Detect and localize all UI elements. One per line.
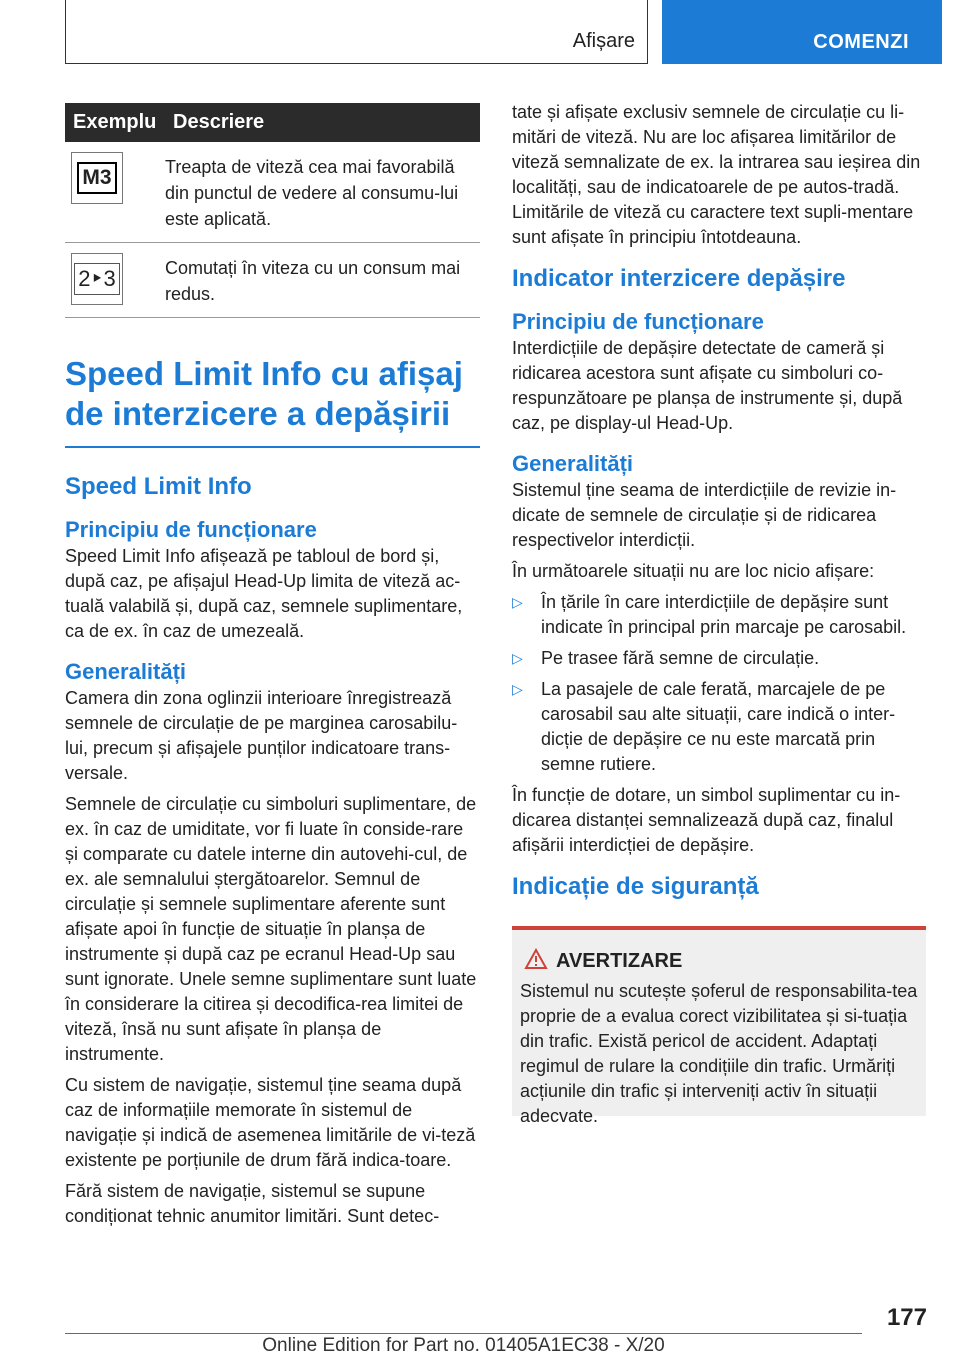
warning-text: Sistemul nu scutește șoferul de responsabilita-tea proprie de a evalua corect vizibilitatea și si-tuația din trafic. Există pericol de accident. Adaptați regimul de rulare la condițiile din trafic. Urmăriți acțiunile din trafic și interveniți activ în situații adecvate. xyxy=(520,981,918,1126)
table-header-description: Descriere xyxy=(165,103,480,142)
section-title: Afișare xyxy=(572,30,635,52)
header-tab-left xyxy=(65,0,648,64)
section-heading-safety: Indicație de siguranță xyxy=(512,873,759,900)
situation-list xyxy=(512,590,926,777)
chapter-heading: Speed Limit Info cu afișaj de interzicere a depășirii xyxy=(65,355,463,432)
subheading-principle: Principiu de funcționare xyxy=(65,517,317,542)
paragraph: Sistemul ține seama de interdicțiile de revizie in-dicate de semnele de circulație și de ridicarea respectivelor interdicții. xyxy=(512,480,897,550)
triangle-bullet-icon: ▷ xyxy=(512,650,523,666)
right-column xyxy=(512,100,926,1126)
heading-divider xyxy=(65,446,480,448)
paragraph: Cu sistem de navigație, sistemul ține seama după caz de informațiile memorate în sistemul de navigație și indică de asemenea limitările de vi-teză existente pe porțiunile de drum fără indica-toare. xyxy=(65,1075,476,1170)
chapter-tab[interactable] xyxy=(662,0,942,64)
warning-triangle-icon xyxy=(524,948,548,970)
footer-edition: Online Edition for Part no. 01405A1EC38 - X/20 xyxy=(262,1335,665,1356)
paragraph: Semnele de circulație cu simboluri suplimentare, de ex. în caz de umiditate, vor fi luate în conside-rare și comparate cu datele interne din autovehi-cul, de ex. ale semnalului ștergătoarelor. Semnul de circulație și semnele suplimentare aferente sunt afișate apoi în funcție de situație în planșa de instrumente și după caz pe ecranul Head-Up sau sunt ignorate. Unele semne suplimentare sunt luate în considerare la citirea și decodifica-rea limitei de viteză, însă nu sunt afișate în planșa de instrumente. xyxy=(65,794,477,1064)
table-cell-description: Treapta de viteză cea mai favorabilă din punctul de vedere al consumu-lui este aplicată. xyxy=(165,142,480,243)
paragraph: Camera din zona oglinzii interioare înregistrează semnele de circulație de pe marginea carosabilu-lui, precum și afișajele punților indicatoare trans-versale. xyxy=(65,688,458,783)
subheading-general: Generalități xyxy=(512,451,634,476)
chapter-title: COMENZI xyxy=(813,31,909,53)
paragraph: Interdicțiile de depășire detectate de cameră și ridicarea acestora sunt afișate cu simboluri co-respunzătoare pe planșa de instrumente și, după caz, pe display-ul Head-Up. xyxy=(512,338,903,433)
list-item: ▷ În țările în care interdicțiile de depășire sunt indicate în principal prin marcaje pe carosabil. xyxy=(512,592,907,637)
gear-shift-icon: 2‣3 xyxy=(71,253,123,305)
paragraph: Speed Limit Info afișează pe tabloul de bord și, după caz, pe afișajul Head-Up limita de viteză ac-tuală valabilă și, după caz, semnele suplimentare, ca de ex. în caz de umezeală. xyxy=(65,546,463,641)
table-row xyxy=(65,243,480,318)
footer-divider xyxy=(65,1333,862,1334)
example-table xyxy=(65,103,480,318)
page-number: 177 xyxy=(886,1304,927,1331)
paragraph: În funcție de dotare, un simbol suplimentar cu in-dicarea distanței semnalizează după caz, finalul afișării interdicției de depășire. xyxy=(512,785,901,855)
paragraph: tate și afișate exclusiv semnele de circulație cu li-mitări de viteză. Nu are loc afișarea limitărilor de viteză semnalizate de ex. la intrarea sau ieșirea din localități, sau de indicatoarele de pe autos-tradă. Limitările de viteză cu caractere text supli-mentare sunt afișate în principiu întotdeauna. xyxy=(512,102,921,247)
section-heading-no-overtaking: Indicator interzicere depășire xyxy=(512,265,846,292)
gear-m3-icon: M3 xyxy=(71,152,123,204)
paragraph: În următoarele situații nu are loc nicio afișare: xyxy=(512,561,875,581)
subheading-general: Generalități xyxy=(65,659,187,684)
triangle-bullet-icon: ▷ xyxy=(512,681,523,697)
list-item: ▷ Pe trasee fără semne de circulație. xyxy=(512,646,926,671)
warning-title: AVERTIZARE xyxy=(556,950,683,972)
table-cell-description: Comutați în viteza cu un consum mai redus. xyxy=(165,243,480,318)
triangle-bullet-icon: ▷ xyxy=(512,594,523,610)
subheading-principle: Principiu de funcționare xyxy=(512,309,764,334)
section-heading-speed-limit-info: Speed Limit Info xyxy=(65,473,252,500)
warning-box xyxy=(512,926,926,1126)
list-item: ▷ La pasajele de cale ferată, marcajele de pe carosabil sau alte situații, care indică o inter-dicție de depășire ce nu este marcată prin semne rutiere. xyxy=(512,679,896,774)
left-column xyxy=(65,103,480,1235)
table-row xyxy=(65,142,480,243)
table-header-example: Exemplu xyxy=(65,103,165,142)
paragraph: Fără sistem de navigație, sistemul se supune condiționat tehnic anumitor limitări. Sunt detec- xyxy=(65,1181,440,1226)
